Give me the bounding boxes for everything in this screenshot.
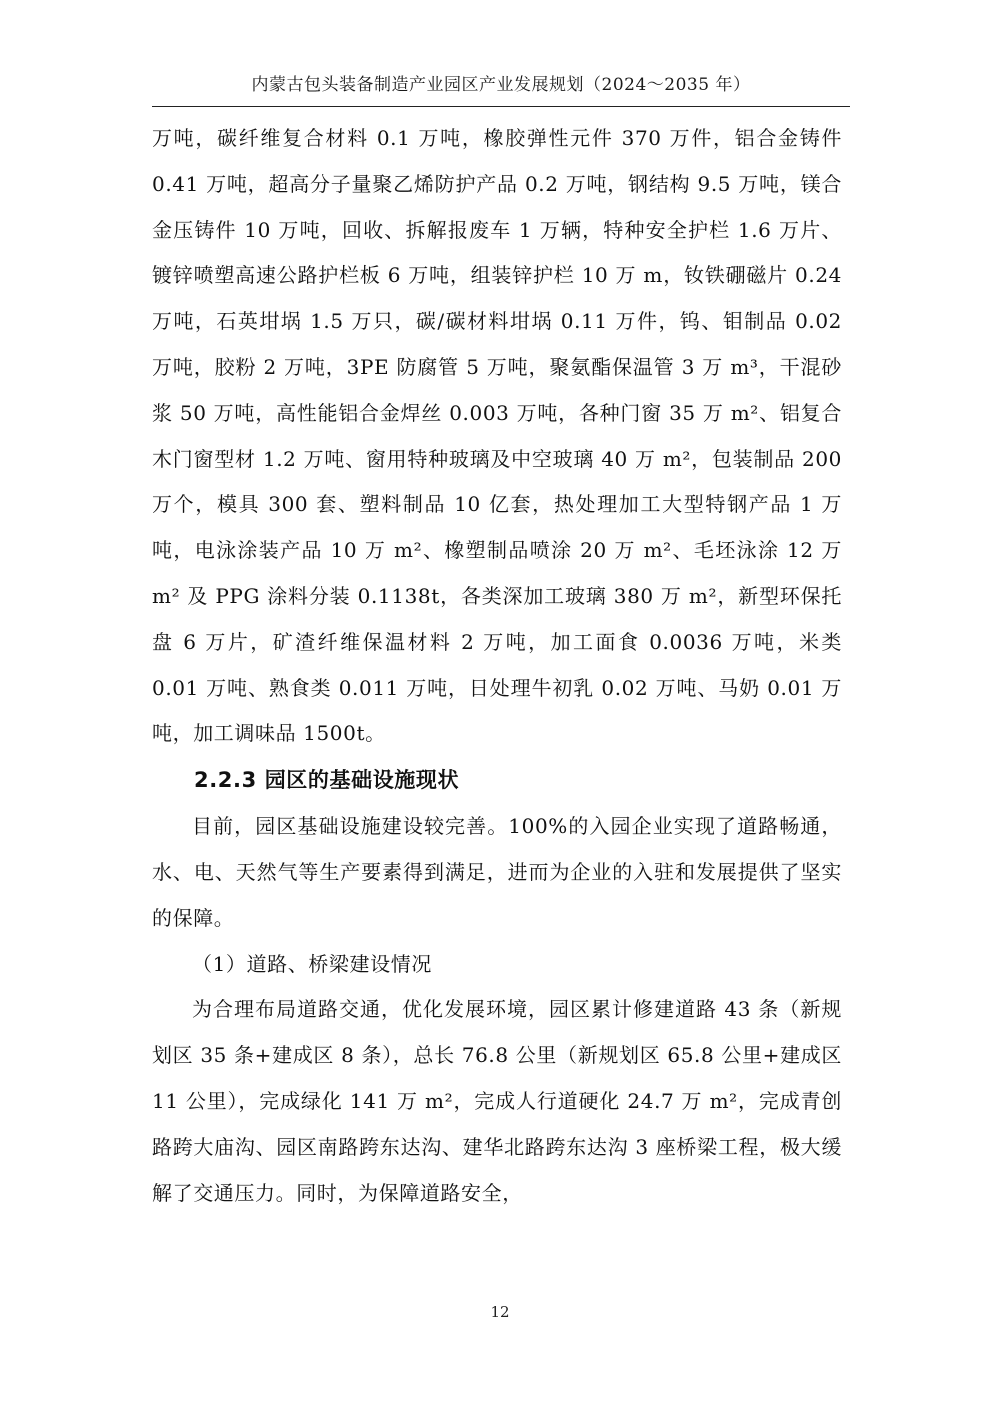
intro-paragraph: 目前，园区基础设施建设较完善。100%的入园企业实现了道路畅通，水、电、天然气等生产要素得到满足，进而为企业的入驻和发展提供了坚实的保障。 (152, 814, 842, 930)
header-divider (152, 106, 850, 107)
continuation-paragraph: 万吨，碳纤维复合材料 0.1 万吨，橡胶弹性元件 370 万件，铝合金铸件 0.41 万吨，超高分子量聚乙烯防护产品 0.2 万吨，钢结构 9.5 万吨，镁合金压铸件 10 万吨，回收、拆解报废车 1 万辆，特种安全护栏 1.6 万片、镀锌喷塑高速公路护栏板 6 万吨，组装锌护栏 10 万 m，钕铁硼磁片 0.24 万吨，石英坩埚 1.5 万只，碳/碳材料坩埚 0.11 万件，钨、钼制品 0.02 万吨，胶粉 2 万吨，3PE 防腐管 5 万吨，聚氨酯保温管 3 万 m³，干混砂浆 50 万吨，高性能铝合金焊丝 0.003 万吨，各种门窗 35 万 m²、铝复合木门窗型材 1.2 万吨、窗用特种玻璃及中空玻璃 40 万 m²，包装制品 200 万个，模具 300 套、塑料制品 10 亿套，热处理加工大型特钢产品 1 万吨，电泳涂装产品 10 万 m²、橡塑制品喷涂 20 万 m²、毛坯泳涂 12 万 m² 及 PPG 涂料分装 0.1138t，各类深加工玻璃 380 万 m²，新型环保托盘 6 万片，矿渣纤维保温材料 2 万吨，加工面食 0.0036 万吨，米类 0.01 万吨、熟食类 0.011 万吨，日处理牛初乳 0.02 万吨、马奶 0.01 万吨，加工调味品 1500t。 (152, 126, 842, 746)
page-header: 内蒙古包头装备制造产业园区产业发展规划（2024～2035 年） (251, 75, 751, 95)
section-heading: 2.2.3 园区的基础设施现状 (194, 768, 460, 793)
subsection-heading: （1）道路、桥梁建设情况 (192, 951, 432, 976)
roads-bridges-paragraph: 为合理布局道路交通，优化发展环境，园区累计修建道路 43 条（新规划区 35 条+建成区 8 条），总长 76.8 公里（新规划区 65.8 公里+建成区 11 公里），完成绿化 141 万 m²，完成人行道硬化 24.7 万 m²，完成青创路跨大庙沟、园区南路跨东达沟、建华北路跨东达沟 3 座桥梁工程，极大缓解了交通压力。同时，为保障道路安全， (152, 997, 842, 1205)
page-body (152, 116, 842, 1216)
page-number: 12 (490, 1303, 510, 1321)
